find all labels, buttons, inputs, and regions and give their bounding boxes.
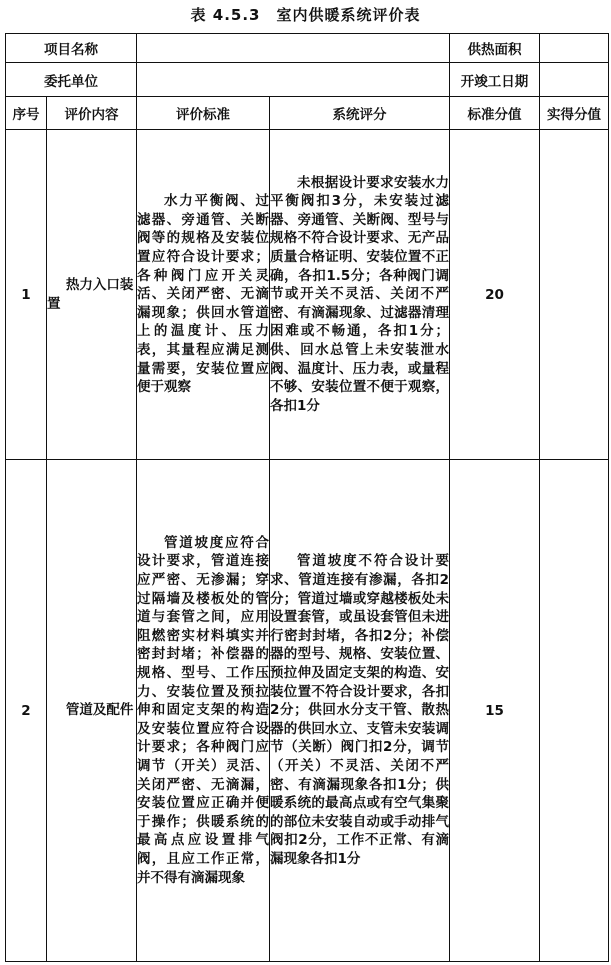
column-header-content: 评价内容 [47, 97, 137, 130]
column-header-std-score: 标准分值 [450, 97, 540, 130]
column-header-row [6, 97, 609, 130]
row-number: 2 [6, 460, 47, 962]
heating-area-value [540, 34, 609, 63]
column-header-actual-score: 实得分值 [540, 97, 609, 130]
table-title: 表 4.5.3 室内供暖系统评价表 [190, 6, 421, 24]
client-label: 委托单位 [6, 63, 137, 97]
completion-date-value [540, 63, 609, 97]
table-row [6, 130, 609, 460]
system-scoring: 未根据设计要求安装水力平衡阀扣3分，未安装过滤器、旁通管、关断阀、型号与规格不符合设计要求、无产品质量合格证明、安装位置不正确，各扣1.5分；各种阀门调节或开关不灵活、关闭不严密、有滴漏现象、过滤器清理困难或不畅通，各扣1分；供、回水总管上未安装泄水阀、温度计、压力表，或量程不够、安装位置不便于观察，各扣1分 [270, 130, 450, 460]
evaluation-standard: 管道坡度应符合设计要求，管道连接应严密、无渗漏；穿过隔墙及楼板处的管道与套管之间，应用阻燃密实材料填实并密封封堵；补偿器的规格、型号、工作压力、安装位置及预拉伸和固定支架的构造及安装位置应符合设计要求；各种阀门应调节（开关）灵活、关闭严密、无滴漏，安装位置应正确并便于操作；供暖系统的最高点应设置排气阀，且应工作正常，并不得有滴漏现象 [137, 460, 270, 962]
project-name-value [137, 34, 450, 63]
standard-score: 20 [450, 130, 540, 460]
column-header-no: 序号 [6, 97, 47, 130]
evaluation-table [5, 33, 609, 962]
column-header-scoring: 系统评分 [270, 97, 450, 130]
evaluation-standard: 水力平衡阀、过滤器、旁通管、关断阀等的规格及安装位置应符合设计要求；各种阀门应开关灵活、关闭严密、无滴漏现象；供回水管道上的温度计、压力表，其量程应满足测量需要，安装位置应便于观察 [137, 130, 270, 460]
heating-area-label: 供热面积 [450, 34, 540, 63]
column-header-standard: 评价标准 [137, 97, 270, 130]
header-row-client [6, 63, 609, 97]
standard-score: 15 [450, 460, 540, 962]
actual-score [540, 130, 609, 460]
system-scoring: 管道坡度不符合设计要求、管道连接有渗漏，各扣2分；管道过墙或穿越楼板处未设置套管，或虽设套管但未进行密封封堵，各扣2分；补偿器的型号、规格、安装位置、预拉伸及固定支架的构造、安装位置不符合设计要求，各扣2分；供回水分支干管、散热器的供回水立、支管未安装调节（关断）阀门扣2分，调节（开关）不灵活、关闭不严密、有滴漏现象各扣1分；供暖系统的最高点或有空气集聚的部位未安装自动或手动排气阀扣2分，工作不正常、有滴漏现象各扣1分 [270, 460, 450, 962]
header-row-project [6, 34, 609, 63]
client-value [137, 63, 450, 97]
completion-date-label: 开竣工日期 [450, 63, 540, 97]
row-number: 1 [6, 130, 47, 460]
evaluation-content: 热力入口装置 [47, 130, 137, 460]
evaluation-content: 管道及配件 [47, 460, 137, 962]
project-name-label: 项目名称 [6, 34, 137, 63]
table-row [6, 460, 609, 962]
actual-score [540, 460, 609, 962]
